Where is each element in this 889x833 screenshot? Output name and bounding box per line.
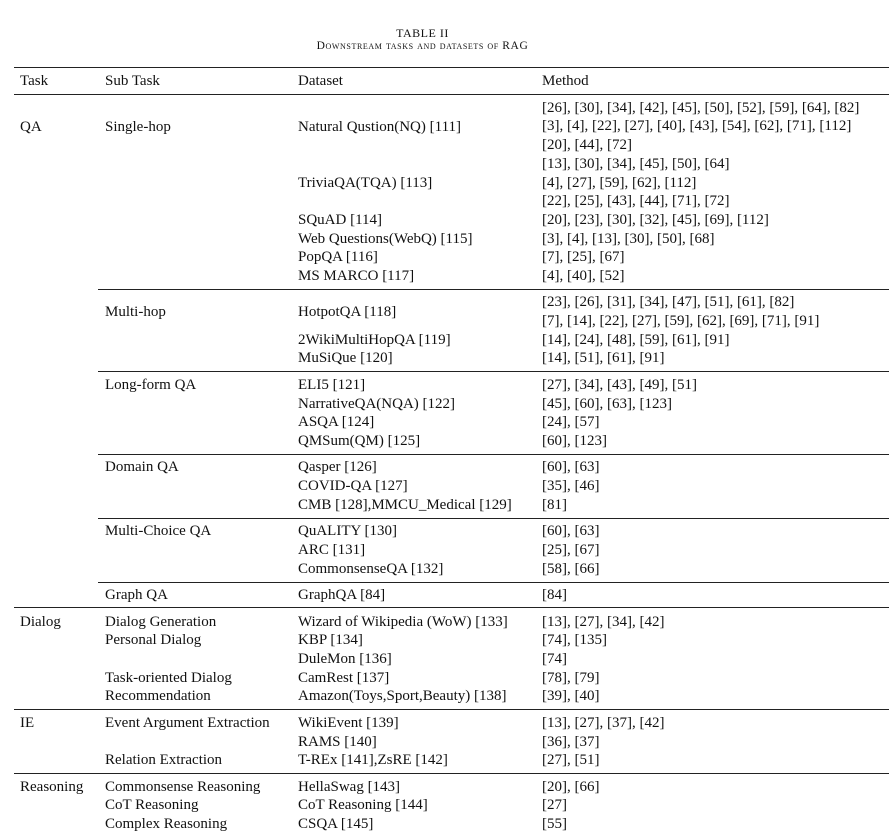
subtask-cell: Relation Extraction	[105, 752, 223, 768]
section-divider	[14, 709, 889, 710]
dataset-cell: SQuAD [114]	[298, 212, 383, 228]
method-cell: [81]	[542, 497, 567, 513]
method-cell: [4], [40], [52]	[542, 268, 625, 284]
subtask-cell: Domain QA	[105, 459, 179, 475]
subtask-cell: CoT Reasoning	[105, 797, 199, 813]
section-divider	[14, 607, 889, 608]
method-cell: [60], [63]	[542, 459, 600, 475]
dataset-cell: CMB [128],MMCU_Medical [129]	[298, 497, 512, 513]
dataset-cell: DuleMon [136]	[298, 651, 392, 667]
dataset-cell: HotpotQA [118]	[298, 304, 397, 320]
method-cell: [84]	[542, 587, 567, 603]
subtask-cell: Event Argument Extraction	[105, 715, 270, 731]
method-cell: [20], [44], [72]	[542, 137, 632, 153]
method-cell: [4], [27], [59], [62], [112]	[542, 175, 697, 191]
dataset-cell: CamRest [137]	[298, 670, 390, 686]
dataset-cell: NarrativeQA(NQA) [122]	[298, 396, 456, 412]
dataset-cell: GraphQA [84]	[298, 587, 386, 603]
section-divider	[14, 773, 889, 774]
method-cell: [20], [66]	[542, 779, 600, 795]
subtask-cell: Commonsense Reasoning	[105, 779, 261, 795]
table-top-rule	[14, 67, 889, 68]
method-cell: [60], [63]	[542, 523, 600, 539]
dataset-cell: WikiEvent [139]	[298, 715, 399, 731]
task-cell: Dialog	[20, 614, 61, 630]
dataset-cell: T-REx [141],ZsRE [142]	[298, 752, 448, 768]
method-cell: [13], [27], [37], [42]	[542, 715, 665, 731]
method-cell: [27], [34], [43], [49], [51]	[542, 377, 697, 393]
dataset-cell: MuSiQue [120]	[298, 350, 393, 366]
task-cell: Reasoning	[20, 779, 84, 795]
header-task: Task	[20, 73, 49, 89]
header-subtask: Sub Task	[105, 73, 160, 89]
method-cell: [55]	[542, 816, 567, 832]
subtask-cell: Long-form QA	[105, 377, 197, 393]
method-cell: [24], [57]	[542, 414, 600, 430]
header-method: Method	[542, 73, 589, 89]
task-cell: IE	[20, 715, 35, 731]
subtask-cell: Multi-hop	[105, 304, 166, 320]
dataset-cell: TriviaQA(TQA) [113]	[298, 175, 433, 191]
dataset-cell: Qasper [126]	[298, 459, 377, 475]
dataset-cell: ASQA [124]	[298, 414, 375, 430]
dataset-cell: Web Questions(WebQ) [115]	[298, 231, 473, 247]
dataset-cell: CSQA [145]	[298, 816, 374, 832]
method-cell: [14], [51], [61], [91]	[542, 350, 665, 366]
method-cell: [39], [40]	[542, 688, 600, 704]
method-cell: [25], [67]	[542, 542, 600, 558]
subtask-cell: Graph QA	[105, 587, 168, 603]
dataset-cell: Wizard of Wikipedia (WoW) [133]	[298, 614, 508, 630]
row-divider	[98, 454, 889, 455]
method-cell: [7], [25], [67]	[542, 249, 625, 265]
method-cell: [22], [25], [43], [44], [71], [72]	[542, 193, 730, 209]
method-cell: [26], [30], [34], [42], [45], [50], [52], [59], [64], [82]	[542, 100, 860, 116]
subtask-cell: Multi-Choice QA	[105, 523, 212, 539]
dataset-cell: COVID-QA [127]	[298, 478, 408, 494]
method-cell: [14], [24], [48], [59], [61], [91]	[542, 332, 730, 348]
dataset-cell: HellaSwag [143]	[298, 779, 401, 795]
dataset-cell: MS MARCO [117]	[298, 268, 415, 284]
method-cell: [35], [46]	[542, 478, 600, 494]
row-divider	[98, 582, 889, 583]
method-cell: [58], [66]	[542, 561, 600, 577]
dataset-cell: CoT Reasoning [144]	[298, 797, 428, 813]
subtask-cell: Recommendation	[105, 688, 211, 704]
method-cell: [74]	[542, 651, 567, 667]
method-cell: [3], [4], [13], [30], [50], [68]	[542, 231, 715, 247]
method-cell: [74], [135]	[542, 632, 607, 648]
table-label: TABLE II	[396, 26, 449, 40]
dataset-cell: ELI5 [121]	[298, 377, 366, 393]
row-divider	[98, 371, 889, 372]
task-cell: QA	[20, 119, 42, 135]
method-cell: [20], [23], [30], [32], [45], [69], [112]	[542, 212, 769, 228]
method-cell: [27]	[542, 797, 567, 813]
row-divider	[98, 289, 889, 290]
dataset-cell: QMSum(QM) [125]	[298, 433, 421, 449]
header-rule	[14, 94, 889, 95]
dataset-cell: Natural Qustion(NQ) [111]	[298, 119, 462, 135]
table-title: Downstream tasks and datasets of RAG	[316, 40, 529, 52]
row-divider	[98, 518, 889, 519]
dataset-cell: 2WikiMultiHopQA [119]	[298, 332, 451, 348]
method-cell: [23], [26], [31], [34], [47], [51], [61], [82]	[542, 294, 795, 310]
subtask-cell: Personal Dialog	[105, 632, 202, 648]
subtask-cell: Complex Reasoning	[105, 816, 228, 832]
method-cell: [13], [30], [34], [45], [50], [64]	[542, 156, 730, 172]
method-cell: [3], [4], [22], [27], [40], [43], [54], [62], [71], [112]	[542, 118, 852, 134]
subtask-cell: Single-hop	[105, 119, 171, 135]
method-cell: [27], [51]	[542, 752, 600, 768]
header-dataset: Dataset	[298, 73, 343, 89]
method-cell: [36], [37]	[542, 734, 600, 750]
method-cell: [13], [27], [34], [42]	[542, 614, 665, 630]
dataset-cell: QuALITY [130]	[298, 523, 398, 539]
method-cell: [60], [123]	[542, 433, 607, 449]
dataset-cell: CommonsenseQA [132]	[298, 561, 444, 577]
dataset-cell: PopQA [116]	[298, 249, 378, 265]
dataset-cell: ARC [131]	[298, 542, 366, 558]
subtask-cell: Task-oriented Dialog	[105, 670, 232, 686]
dataset-cell: RAMS [140]	[298, 734, 377, 750]
method-cell: [7], [14], [22], [27], [59], [62], [69], [71], [91]	[542, 313, 820, 329]
dataset-cell: KBP [134]	[298, 632, 363, 648]
method-cell: [45], [60], [63], [123]	[542, 396, 672, 412]
subtask-cell: Dialog Generation	[105, 614, 217, 630]
method-cell: [78], [79]	[542, 670, 600, 686]
dataset-cell: Amazon(Toys,Sport,Beauty) [138]	[298, 688, 507, 704]
